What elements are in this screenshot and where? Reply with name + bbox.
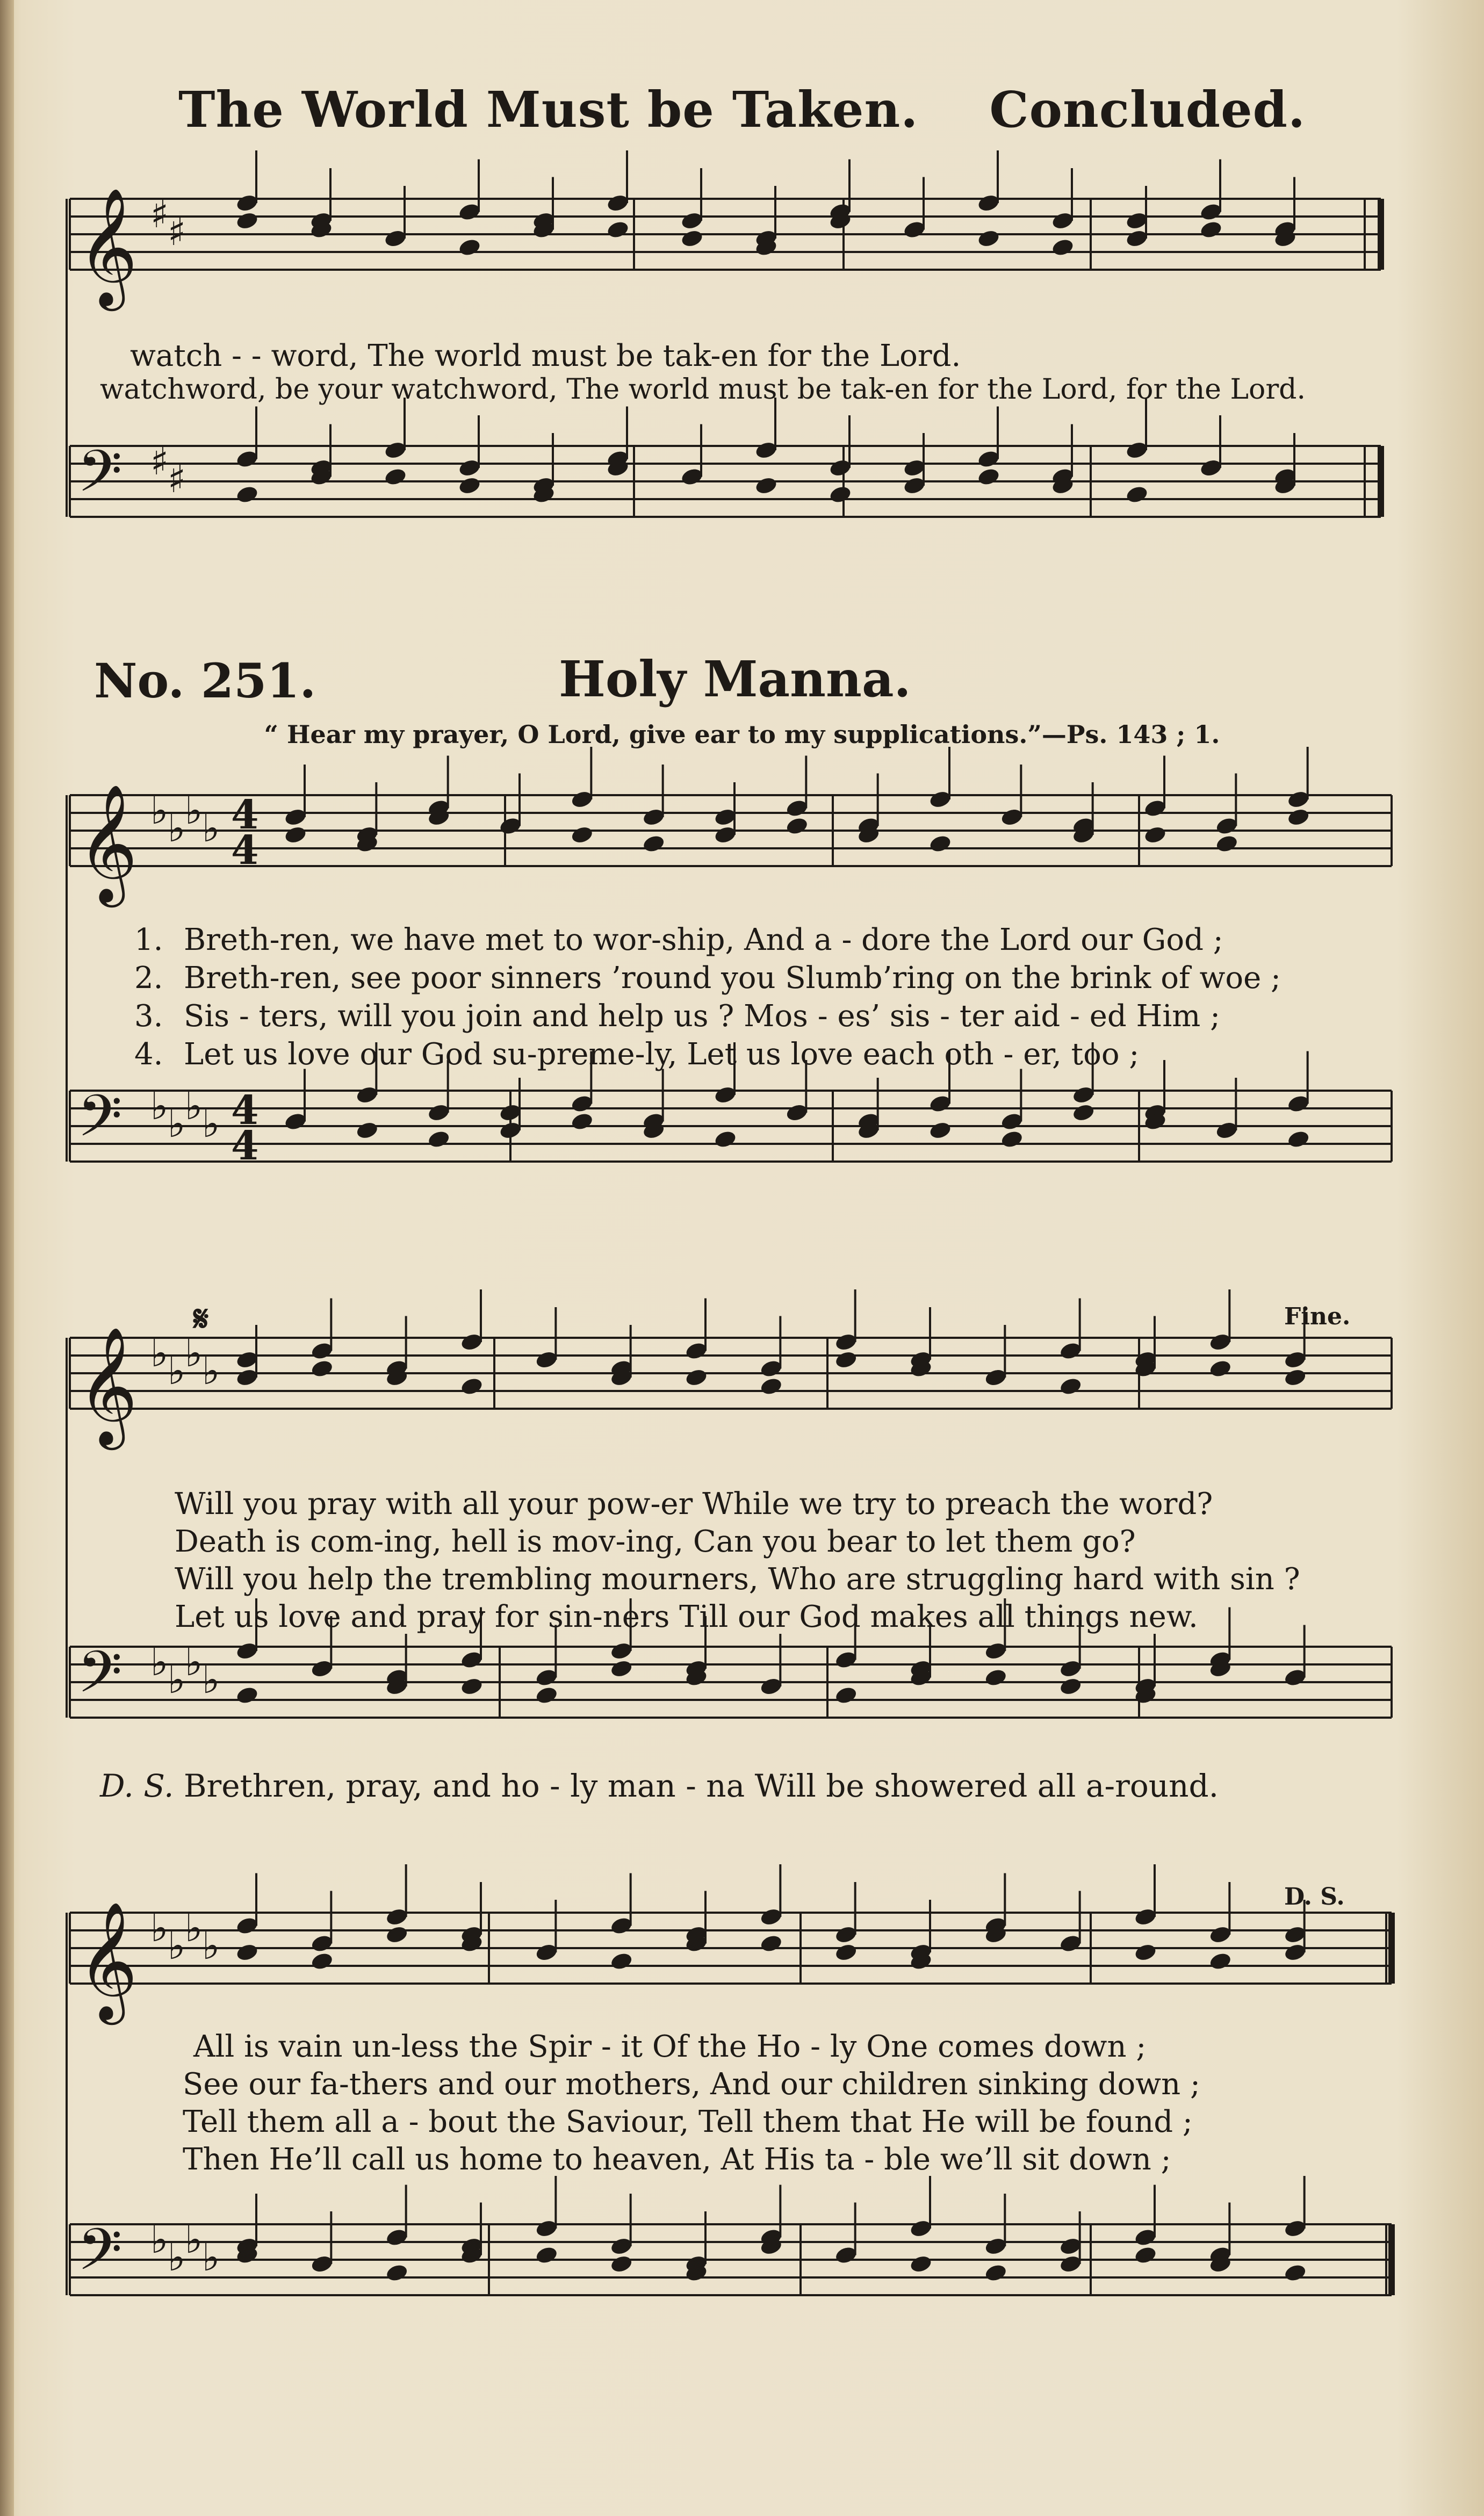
verse-part2-line-2: Death is com-ing, hell is mov-ing, Can you bear to let them go? bbox=[175, 1524, 1136, 1559]
verse-text: Sis - ters, will you join and help us ? Mos - es’ sis - ter aid - ed Him ; bbox=[184, 999, 1221, 1034]
key-accidental-icon: ♭ bbox=[185, 1906, 203, 1950]
verse-number: 3. bbox=[134, 999, 163, 1034]
note-head bbox=[834, 1685, 858, 1705]
note-head bbox=[1143, 825, 1168, 845]
hymn-title: Holy Manna. bbox=[559, 650, 911, 708]
treble-clef-icon: 𝄞 bbox=[77, 187, 138, 306]
ds-prefix: D. S. bbox=[100, 1768, 174, 1804]
verse-3-line bbox=[134, 998, 1220, 1035]
note-head bbox=[984, 1668, 1008, 1688]
bass-clef-icon: 𝄢 bbox=[77, 1082, 123, 1164]
note-head bbox=[928, 1120, 953, 1140]
time-signature-top: 4 bbox=[231, 792, 259, 838]
key-accidental-icon: ♭ bbox=[150, 789, 169, 833]
key-accidental-icon: ♭ bbox=[185, 2218, 203, 2262]
note-head bbox=[460, 1676, 484, 1696]
note-head bbox=[535, 2245, 559, 2265]
note-head bbox=[829, 485, 853, 504]
key-accidental-icon: ♭ bbox=[150, 2218, 169, 2262]
time-signature-bottom: 4 bbox=[231, 827, 259, 874]
note-head bbox=[284, 825, 308, 845]
key-accidental-icon: ♯ bbox=[150, 192, 169, 236]
verse-text: Breth-ren, see poor sinners ’round you Slumb’ring on the brink of woe ; bbox=[184, 961, 1281, 996]
note-head bbox=[1283, 1367, 1307, 1387]
verse-part3-line-2: See our fa-thers and our mothers, And our children sinking down ; bbox=[183, 2067, 1200, 2102]
note-head bbox=[606, 220, 630, 240]
verse-number: 2. bbox=[134, 961, 163, 996]
note-head bbox=[1286, 807, 1310, 827]
verse-2-line bbox=[134, 960, 1281, 997]
bass-clef-icon: 𝄢 bbox=[77, 1638, 123, 1720]
note-head bbox=[1134, 2245, 1158, 2265]
ds-text: Brethren, pray, and ho - ly man - na Will be showered all a-round. bbox=[183, 1768, 1219, 1804]
note-head bbox=[1199, 220, 1223, 240]
verse-text: Let us love our God su-preme-ly, Let us love each oth - er, too ; bbox=[184, 1037, 1140, 1072]
note-head bbox=[1283, 2263, 1307, 2283]
note-head bbox=[458, 237, 482, 257]
note-head bbox=[785, 816, 809, 836]
note-head bbox=[977, 467, 1001, 487]
note-head bbox=[1208, 1951, 1233, 1971]
note-head bbox=[1058, 1376, 1083, 1396]
note-head bbox=[385, 2263, 409, 2283]
verse-4-line bbox=[134, 1036, 1139, 1073]
key-accidental-icon: ♭ bbox=[150, 1084, 169, 1128]
note-head bbox=[759, 1934, 783, 1953]
note-head bbox=[535, 1685, 559, 1705]
fine-marker: Fine. bbox=[1284, 1303, 1351, 1330]
note-head bbox=[427, 1129, 451, 1149]
key-accidental-icon: ♭ bbox=[202, 1349, 220, 1393]
verse-text: Breth-ren, we have met to wor-ship, And a - dore the Lord our God ; bbox=[184, 922, 1223, 957]
key-accidental-icon: ♭ bbox=[202, 2236, 220, 2280]
note-head bbox=[570, 825, 594, 845]
note-head bbox=[570, 1112, 594, 1131]
key-accidental-icon: ♭ bbox=[202, 1658, 220, 1702]
key-accidental-icon: ♭ bbox=[168, 1924, 186, 1968]
bass-clef-icon: 𝄢 bbox=[77, 2216, 123, 2297]
time-signature-bottom: 4 bbox=[231, 1123, 259, 1169]
note-head bbox=[1000, 1129, 1024, 1149]
note-head bbox=[235, 211, 260, 230]
verse-number: 1. bbox=[134, 922, 163, 957]
verse-number: 4. bbox=[134, 1037, 163, 1072]
note-head bbox=[1125, 485, 1149, 504]
key-accidental-icon: ♭ bbox=[185, 1331, 203, 1375]
note-head bbox=[1071, 1102, 1096, 1122]
note-head bbox=[759, 1376, 783, 1396]
verse-part2-line-3: Will you help the trembling mourners, Who are struggling hard with sin ? bbox=[175, 1562, 1300, 1597]
note-head bbox=[642, 834, 666, 854]
continuation-subtitle: Concluded. bbox=[989, 81, 1306, 139]
note-head bbox=[609, 1951, 633, 1971]
key-accidental-icon: ♭ bbox=[185, 1084, 203, 1128]
key-accidental-icon: ♭ bbox=[150, 1906, 169, 1950]
note-head bbox=[680, 228, 704, 248]
hymn-epigraph: “ Hear my prayer, O Lord, give ear to my supplications.”—Ps. 143 ; 1. bbox=[264, 720, 1220, 749]
note-head bbox=[834, 1350, 858, 1369]
note-head bbox=[385, 1924, 409, 1944]
key-accidental-icon: ♯ bbox=[150, 439, 169, 484]
key-accidental-icon: ♯ bbox=[168, 210, 186, 254]
key-accidental-icon: ♭ bbox=[168, 806, 186, 850]
note-head bbox=[1058, 1676, 1083, 1696]
note-head bbox=[235, 485, 260, 504]
note-head bbox=[355, 1120, 379, 1140]
treble-clef-icon: 𝄞 bbox=[77, 783, 138, 902]
note-head bbox=[1215, 834, 1239, 854]
key-accidental-icon: ♭ bbox=[150, 1331, 169, 1375]
treble-clef-icon: 𝄞 bbox=[77, 1901, 138, 2020]
note-head bbox=[384, 467, 408, 487]
note-head bbox=[928, 834, 953, 854]
verse-part2-line-4: Let us love and pray for sin-ners Till our God makes all things new. bbox=[175, 1599, 1198, 1634]
note-head bbox=[310, 1359, 334, 1379]
key-accidental-icon: ♭ bbox=[202, 1102, 220, 1146]
hymn-number: No. 251. bbox=[94, 653, 316, 709]
note-head bbox=[310, 1951, 334, 1971]
ds-lyric-line bbox=[100, 1768, 1219, 1804]
note-head bbox=[1208, 1359, 1233, 1379]
note-head bbox=[1051, 237, 1075, 257]
key-accidental-icon: ♭ bbox=[168, 1349, 186, 1393]
bass-clef-icon: 𝄢 bbox=[77, 437, 123, 519]
note-head bbox=[977, 228, 1001, 248]
treble-clef-icon: 𝄞 bbox=[77, 1326, 138, 1445]
note-head bbox=[1134, 1942, 1158, 1962]
continuation-lyric-1: watch - - word, The world must be tak-en for the Lord. bbox=[130, 338, 961, 373]
verse-part3-line-3: Tell them all a - bout the Saviour, Tell them that He will be found ; bbox=[183, 2104, 1193, 2139]
note-head bbox=[834, 1942, 858, 1962]
key-accidental-icon: ♭ bbox=[168, 1102, 186, 1146]
key-accidental-icon: ♭ bbox=[185, 789, 203, 833]
note-head bbox=[714, 1129, 738, 1149]
verse-part3-line-4: Then He’ll call us home to heaven, At His ta - ble we’ll sit down ; bbox=[183, 2142, 1171, 2177]
note-head bbox=[235, 1685, 260, 1705]
verse-part3-line-1: All is vain un-less the Spir - it Of the Ho - ly One comes down ; bbox=[193, 2029, 1147, 2064]
verse-1-line bbox=[134, 921, 1223, 959]
key-accidental-icon: ♭ bbox=[202, 1924, 220, 1968]
continuation-title-text: The World Must be Taken. bbox=[178, 81, 919, 139]
key-accidental-icon: ♭ bbox=[202, 806, 220, 850]
note-head bbox=[609, 2254, 633, 2274]
key-accidental-icon: ♭ bbox=[150, 1640, 169, 1684]
key-accidental-icon: ♯ bbox=[168, 457, 186, 501]
key-accidental-icon: ♭ bbox=[168, 2236, 186, 2280]
segno-sign: 𝄋 bbox=[193, 1297, 209, 1339]
key-accidental-icon: ♭ bbox=[168, 1658, 186, 1702]
note-head bbox=[609, 1659, 633, 1678]
note-head bbox=[685, 1367, 709, 1387]
time-signature-top: 4 bbox=[231, 1087, 259, 1134]
note-head bbox=[909, 2254, 933, 2274]
note-head bbox=[460, 1376, 484, 1396]
note-head bbox=[1286, 1129, 1310, 1149]
note-head bbox=[458, 475, 482, 495]
note-head bbox=[235, 1942, 260, 1962]
ds-marker: D. S. bbox=[1284, 1883, 1345, 1911]
continuation-lyric-2: watchword, be your watchword, The world must be tak-en for the Lord, for the Lord. bbox=[100, 373, 1306, 406]
note-head bbox=[984, 2263, 1008, 2283]
note-head bbox=[754, 475, 779, 495]
verse-part2-line-1: Will you pray with all your pow-er While we try to preach the word? bbox=[175, 1487, 1213, 1522]
key-accidental-icon: ♭ bbox=[185, 1640, 203, 1684]
